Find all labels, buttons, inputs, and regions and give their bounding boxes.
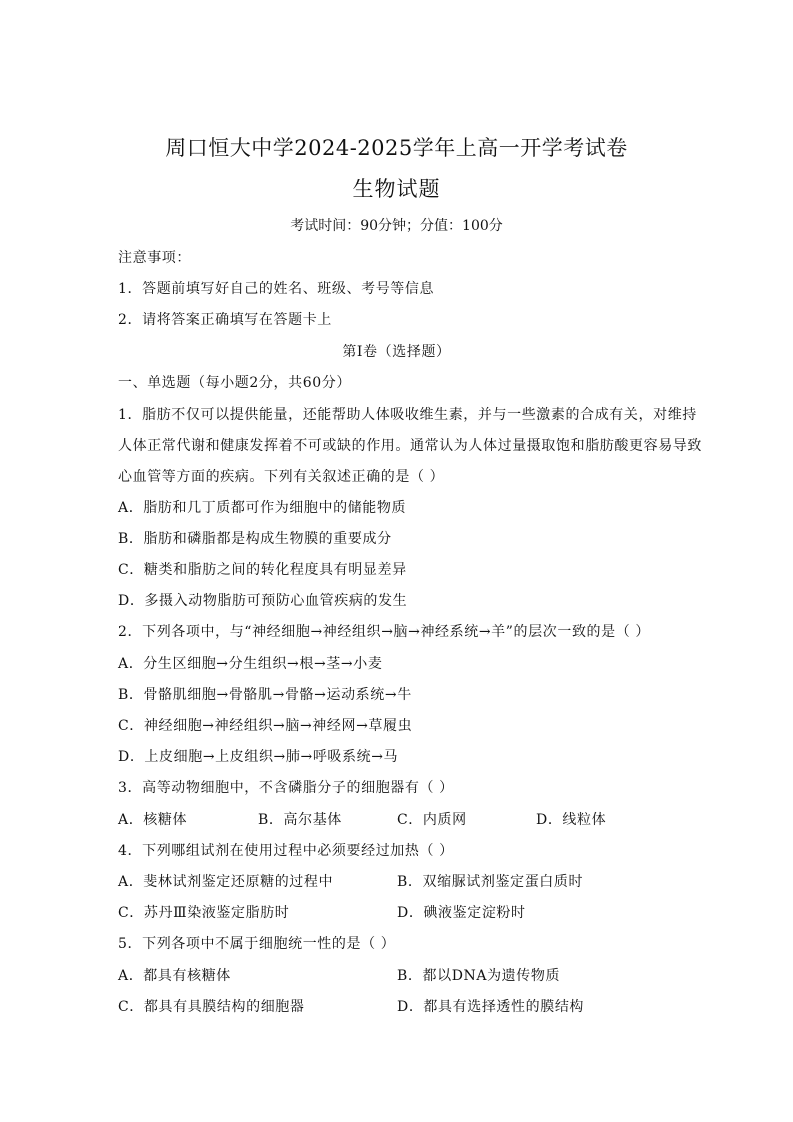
- question-4-stem: 4．下列哪组试剂在使用过程中必须要经过加热（ ）: [118, 843, 454, 859]
- question-1-option-c: C．糖类和脂肪之间的转化程度具有明显差异: [118, 562, 407, 578]
- subject-title: 生物试题: [352, 177, 441, 201]
- notes-heading: 注意事项：: [118, 250, 191, 266]
- question-1-stem: 1．脂肪不仅可以提供能量，还能帮助人体吸收维生素，并与一些激素的合成有关，对维持: [118, 407, 697, 423]
- question-2-option-d: D．上皮细胞→上皮组织→肺→呼吸系统→马: [118, 749, 399, 765]
- question-1-option-a: A．脂肪和几丁质都可作为细胞中的储能物质: [118, 500, 407, 516]
- question-2-stem: 2．下列各项中，与“神经细胞→神经组织→脑→神经系统→羊”的层次一致的是（ ）: [118, 624, 650, 640]
- question-1-stem: 人体正常代谢和健康发挥着不可或缺的作用。通常认为人体过量摄取饱和脂肪酸更容易导致: [118, 438, 702, 454]
- question-2-option-c: C．神经细胞→神经组织→脑→神经网→草履虫: [118, 718, 413, 734]
- question-3-option-c: C．内质网: [397, 812, 467, 828]
- exam-title: 周口恒大中学2024-2025学年上高一开学考试卷: [165, 136, 628, 160]
- question-4-option-c: C．苏丹Ⅲ染液鉴定脂肪时: [118, 905, 290, 921]
- question-1-option-d: D．多摄入动物脂肪可预防心血管疾病的发生: [118, 593, 408, 609]
- exam-info: 考试时间：90分钟；分值：100分: [290, 218, 503, 234]
- section-heading: 一、单选题（每小题2分，共60分）: [118, 375, 351, 391]
- question-3-stem: 3．高等动物细胞中，不含磷脂分子的细胞器有（ ）: [118, 780, 454, 796]
- question-5-option-a: A．都具有核糖体: [118, 968, 231, 984]
- question-3-option-a: A．核糖体: [118, 812, 188, 828]
- question-2-option-b: B．骨骼肌细胞→骨骼肌→骨骼→运动系统→牛: [118, 687, 412, 703]
- question-1-stem: 心血管等方面的疾病。下列有关叙述正确的是（ ）: [118, 469, 445, 485]
- notes-item: 2．请将答案正确填写在答题卡上: [118, 312, 332, 328]
- question-4-option-d: D．碘液鉴定淀粉时: [397, 905, 526, 921]
- question-1-option-b: B．脂肪和磷脂都是构成生物膜的重要成分: [118, 531, 392, 547]
- question-5-stem: 5．下列各项中不属于细胞统一性的是（ ）: [118, 936, 396, 952]
- question-4-option-a: A．斐林试剂鉴定还原糖的过程中: [118, 874, 334, 890]
- question-5-option-d: D．都具有选择透性的膜结构: [397, 999, 585, 1015]
- question-5-option-c: C．都具有具膜结构的细胞器: [118, 999, 305, 1015]
- question-3-option-d: D．线粒体: [536, 812, 607, 828]
- notes-item: 1．答题前填写好自己的姓名、班级、考号等信息: [118, 281, 435, 297]
- question-4-option-b: B．双缩脲试剂鉴定蛋白质时: [397, 874, 584, 890]
- part-heading: 第I卷（选择题）: [342, 344, 451, 360]
- question-3-option-b: B．高尔基体: [258, 812, 342, 828]
- question-2-option-a: A．分生区细胞→分生组织→根→茎→小麦: [118, 656, 383, 672]
- question-5-option-b: B．都以DNA为遗传物质: [397, 968, 561, 984]
